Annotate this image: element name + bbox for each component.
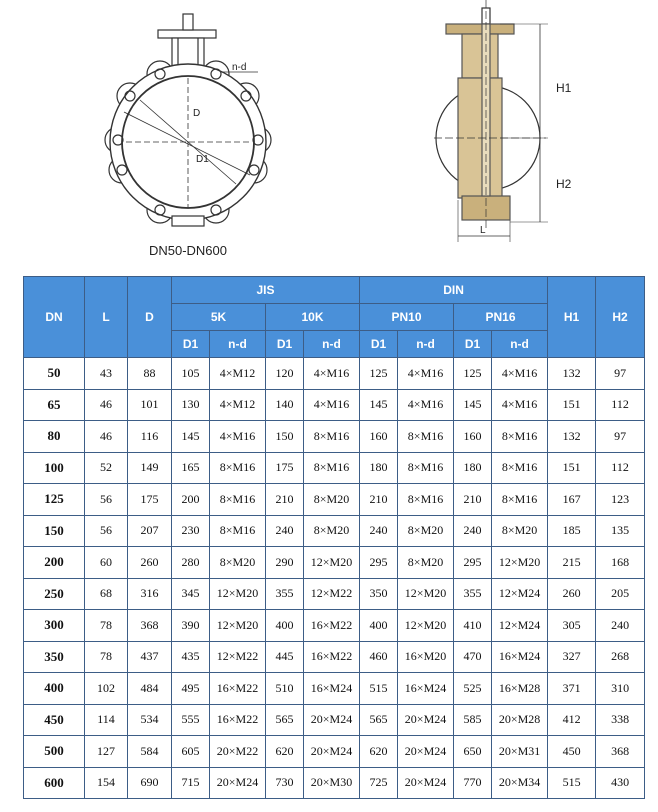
table-cell: 20×M24	[398, 736, 454, 768]
table-cell: 327	[548, 641, 596, 673]
table-cell: 16×M24	[304, 673, 360, 705]
table-cell: 295	[360, 547, 398, 579]
table-cell: 145	[454, 389, 492, 421]
table-cell: 20×M22	[210, 736, 266, 768]
table-cell: 4×M16	[210, 421, 266, 453]
table-cell: 20×M28	[492, 704, 548, 736]
header-5k: 5K	[172, 304, 266, 331]
table-cell: 8×M16	[492, 484, 548, 516]
table-cell: 112	[596, 389, 645, 421]
table-cell: 437	[128, 641, 172, 673]
header-h1: H1	[548, 277, 596, 358]
table-cell: 125	[24, 484, 85, 516]
d1-label: D1	[196, 154, 209, 165]
table-cell: 371	[548, 673, 596, 705]
table-cell: 715	[172, 767, 210, 799]
table-cell: 12×M20	[398, 610, 454, 642]
table-cell: 412	[548, 704, 596, 736]
table-row	[24, 421, 645, 453]
table-cell: 525	[454, 673, 492, 705]
table-cell: 151	[548, 389, 596, 421]
table-row	[24, 452, 645, 484]
table-cell: 8×M20	[398, 547, 454, 579]
table-cell: 168	[596, 547, 645, 579]
table-cell: 8×M16	[492, 421, 548, 453]
table-cell: 8×M16	[210, 452, 266, 484]
table-row	[24, 515, 645, 547]
table-cell: 230	[172, 515, 210, 547]
table-cell: 730	[266, 767, 304, 799]
table-cell: 450	[548, 736, 596, 768]
table-cell: 20×M24	[210, 767, 266, 799]
table-cell: 725	[360, 767, 398, 799]
table-cell: 4×M12	[210, 389, 266, 421]
header-din: DIN	[360, 277, 548, 304]
table-cell: 16×M20	[398, 641, 454, 673]
table-cell: 16×M22	[304, 641, 360, 673]
table-row	[24, 641, 645, 673]
table-cell: 368	[596, 736, 645, 768]
table-cell: 205	[596, 578, 645, 610]
header-nd: n-d	[398, 331, 454, 358]
table-cell: 4×M16	[492, 358, 548, 390]
header-nd: n-d	[304, 331, 360, 358]
table-cell: 200	[172, 484, 210, 516]
table-cell: 8×M20	[210, 547, 266, 579]
table-cell: 60	[85, 547, 128, 579]
table-cell: 350	[24, 641, 85, 673]
header-d1: D1	[172, 331, 210, 358]
table-cell: 240	[266, 515, 304, 547]
table-cell: 127	[85, 736, 128, 768]
table-cell: 770	[454, 767, 492, 799]
table-cell: 8×M16	[398, 452, 454, 484]
table-cell: 355	[454, 578, 492, 610]
drawing-caption: DN50-DN600	[148, 243, 228, 258]
table-cell: 12×M22	[304, 578, 360, 610]
table-cell: 185	[548, 515, 596, 547]
table-cell: 240	[360, 515, 398, 547]
table-cell: 584	[128, 736, 172, 768]
table-cell: 160	[454, 421, 492, 453]
table-cell: 180	[360, 452, 398, 484]
table-cell: 151	[548, 452, 596, 484]
table-row	[24, 767, 645, 799]
table-cell: 145	[360, 389, 398, 421]
table-cell: 8×M16	[304, 421, 360, 453]
table-cell: 450	[24, 704, 85, 736]
table-cell: 12×M24	[492, 610, 548, 642]
table-cell: 565	[266, 704, 304, 736]
table-row	[24, 736, 645, 768]
table-cell: 500	[24, 736, 85, 768]
table-cell: 4×M16	[492, 389, 548, 421]
h2-label: H2	[556, 177, 572, 191]
table-cell: 175	[128, 484, 172, 516]
table-cell: 132	[548, 358, 596, 390]
table-cell: 20×M24	[304, 704, 360, 736]
table-cell: 8×M16	[210, 484, 266, 516]
table-cell: 620	[266, 736, 304, 768]
nd-label: n-d	[232, 62, 247, 73]
table-cell: 4×M12	[210, 358, 266, 390]
table-cell: 65	[24, 389, 85, 421]
header-pn16: PN16	[454, 304, 548, 331]
table-cell: 20×M31	[492, 736, 548, 768]
table-cell: 97	[596, 358, 645, 390]
table-cell: 123	[596, 484, 645, 516]
table-cell: 8×M20	[492, 515, 548, 547]
table-cell: 8×M16	[492, 452, 548, 484]
table-cell: 400	[266, 610, 304, 642]
table-cell: 290	[266, 547, 304, 579]
table-cell: 116	[128, 421, 172, 453]
table-cell: 445	[266, 641, 304, 673]
table-cell: 410	[454, 610, 492, 642]
table-row	[24, 547, 645, 579]
table-row	[24, 484, 645, 516]
table-cell: 12×M24	[492, 578, 548, 610]
table-cell: 210	[454, 484, 492, 516]
header-jis: JIS	[172, 277, 360, 304]
table-cell: 280	[172, 547, 210, 579]
table-row	[24, 358, 645, 390]
table-cell: 300	[24, 610, 85, 642]
table-cell: 400	[24, 673, 85, 705]
table-cell: 12×M20	[398, 578, 454, 610]
table-cell: 215	[548, 547, 596, 579]
table-cell: 368	[128, 610, 172, 642]
table-cell: 390	[172, 610, 210, 642]
dimension-table	[23, 276, 645, 799]
table-cell: 56	[85, 515, 128, 547]
table-cell: 16×M22	[210, 673, 266, 705]
table-cell: 20×M34	[492, 767, 548, 799]
header-d1: D1	[266, 331, 304, 358]
table-cell: 160	[360, 421, 398, 453]
table-cell: 310	[596, 673, 645, 705]
side-view-drawing	[434, 0, 548, 242]
table-cell: 338	[596, 704, 645, 736]
table-cell: 8×M16	[398, 484, 454, 516]
table-cell: 515	[360, 673, 398, 705]
table-cell: 80	[24, 421, 85, 453]
table-cell: 68	[85, 578, 128, 610]
table-row	[24, 704, 645, 736]
table-cell: 210	[360, 484, 398, 516]
table-cell: 4×M16	[304, 389, 360, 421]
table-cell: 12×M20	[210, 578, 266, 610]
table-cell: 114	[85, 704, 128, 736]
table-cell: 8×M20	[304, 515, 360, 547]
table-cell: 12×M20	[304, 547, 360, 579]
table-cell: 690	[128, 767, 172, 799]
table-cell: 12×M20	[210, 610, 266, 642]
table-row	[24, 610, 645, 642]
table-cell: 16×M28	[492, 673, 548, 705]
table-row	[24, 389, 645, 421]
table-cell: 210	[266, 484, 304, 516]
table-cell: 154	[85, 767, 128, 799]
table-cell: 250	[24, 578, 85, 610]
table-cell: 260	[548, 578, 596, 610]
table-cell: 620	[360, 736, 398, 768]
table-cell: 50	[24, 358, 85, 390]
table-cell: 200	[24, 547, 85, 579]
header-10k: 10K	[266, 304, 360, 331]
table-cell: 56	[85, 484, 128, 516]
table-cell: 605	[172, 736, 210, 768]
table-cell: 20×M24	[304, 736, 360, 768]
table-cell: 240	[596, 610, 645, 642]
table-cell: 8×M20	[398, 515, 454, 547]
table-row	[24, 578, 645, 610]
table-cell: 268	[596, 641, 645, 673]
table-cell: 16×M22	[210, 704, 266, 736]
front-view-drawing	[105, 14, 271, 226]
table-cell: 305	[548, 610, 596, 642]
table-cell: 78	[85, 641, 128, 673]
table-cell: 20×M24	[398, 704, 454, 736]
table-cell: 495	[172, 673, 210, 705]
table-cell: 180	[454, 452, 492, 484]
table-cell: 585	[454, 704, 492, 736]
header-nd: n-d	[492, 331, 548, 358]
table-cell: 78	[85, 610, 128, 642]
table-cell: 101	[128, 389, 172, 421]
table-cell: 150	[266, 421, 304, 453]
table-cell: 125	[454, 358, 492, 390]
table-cell: 295	[454, 547, 492, 579]
table-cell: 345	[172, 578, 210, 610]
table-cell: 4×M16	[304, 358, 360, 390]
table-cell: 515	[548, 767, 596, 799]
table-row	[24, 673, 645, 705]
table-cell: 565	[360, 704, 398, 736]
table-cell: 100	[24, 452, 85, 484]
table-cell: 150	[24, 515, 85, 547]
table-cell: 140	[266, 389, 304, 421]
table-cell: 46	[85, 421, 128, 453]
table-cell: 260	[128, 547, 172, 579]
table-cell: 534	[128, 704, 172, 736]
table-cell: 8×M16	[398, 421, 454, 453]
header-dn: DN	[24, 277, 85, 358]
header-l: L	[85, 277, 128, 358]
table-cell: 470	[454, 641, 492, 673]
table-cell: 120	[266, 358, 304, 390]
table-cell: 132	[548, 421, 596, 453]
table-cell: 43	[85, 358, 128, 390]
table-cell: 316	[128, 578, 172, 610]
table-cell: 8×M16	[210, 515, 266, 547]
table-cell: 105	[172, 358, 210, 390]
table-cell: 130	[172, 389, 210, 421]
table-cell: 600	[24, 767, 85, 799]
d-label: D	[193, 108, 201, 119]
table-cell: 484	[128, 673, 172, 705]
header-nd: n-d	[210, 331, 266, 358]
table-cell: 400	[360, 610, 398, 642]
table-cell: 460	[360, 641, 398, 673]
table-cell: 145	[172, 421, 210, 453]
table-cell: 149	[128, 452, 172, 484]
table-cell: 8×M20	[304, 484, 360, 516]
header-h2: H2	[596, 277, 645, 358]
table-cell: 240	[454, 515, 492, 547]
valve-technical-drawing	[0, 0, 658, 270]
table-cell: 102	[85, 673, 128, 705]
header-d1: D1	[360, 331, 398, 358]
table-cell: 16×M24	[492, 641, 548, 673]
table-cell: 20×M24	[398, 767, 454, 799]
table-cell: 207	[128, 515, 172, 547]
table-cell: 20×M30	[304, 767, 360, 799]
table-body	[24, 358, 645, 799]
l-label: L	[480, 225, 486, 236]
table-cell: 97	[596, 421, 645, 453]
table-cell: 135	[596, 515, 645, 547]
table-cell: 8×M16	[304, 452, 360, 484]
header-pn10: PN10	[360, 304, 454, 331]
table-cell: 435	[172, 641, 210, 673]
header-d1: D1	[454, 331, 492, 358]
table-cell: 52	[85, 452, 128, 484]
table-cell: 430	[596, 767, 645, 799]
table-cell: 112	[596, 452, 645, 484]
table-cell: 175	[266, 452, 304, 484]
table-cell: 165	[172, 452, 210, 484]
table-cell: 650	[454, 736, 492, 768]
table-cell: 167	[548, 484, 596, 516]
header-d: D	[128, 277, 172, 358]
h1-label: H1	[556, 81, 572, 95]
table-cell: 4×M16	[398, 389, 454, 421]
table-cell: 12×M20	[492, 547, 548, 579]
table-cell: 510	[266, 673, 304, 705]
table-cell: 355	[266, 578, 304, 610]
table-cell: 125	[360, 358, 398, 390]
table-cell: 350	[360, 578, 398, 610]
table-cell: 46	[85, 389, 128, 421]
table-cell: 555	[172, 704, 210, 736]
table-cell: 16×M22	[304, 610, 360, 642]
table-cell: 4×M16	[398, 358, 454, 390]
table-cell: 12×M22	[210, 641, 266, 673]
table-cell: 88	[128, 358, 172, 390]
table-cell: 16×M24	[398, 673, 454, 705]
